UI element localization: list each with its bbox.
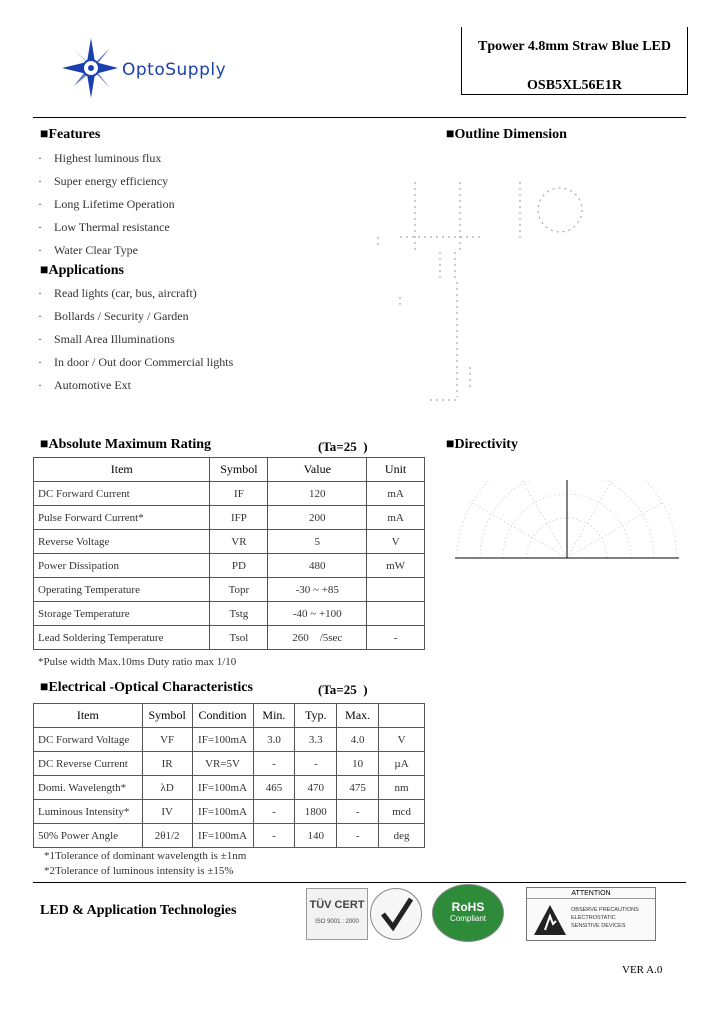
directivity-chart [455, 480, 679, 560]
footer-title: LED & Application Technologies [40, 903, 237, 918]
star-logo-icon [56, 38, 126, 98]
list-item: · Long Lifetime Operation [38, 197, 175, 211]
header-divider [33, 117, 686, 118]
abs-max-table [33, 457, 425, 650]
table-row: Power Dissipation PD 480 mW [34, 554, 425, 578]
eo-condition: (Ta=25 ) [318, 682, 368, 697]
esd-attention-badge [526, 887, 656, 941]
applications-list [38, 286, 233, 401]
table-row: Reverse Voltage VR 5 V [34, 530, 425, 554]
eo-heading: ■Electrical -Optical Characteristics [40, 680, 253, 695]
table-row: Operating Temperature Topr -30 ~ +85 [34, 578, 425, 602]
tuv-label: TÜV CERT [309, 899, 365, 911]
table-row: Pulse Forward Current* IFP 200 mA [34, 506, 425, 530]
col-item: Item [34, 458, 210, 482]
rohs-sub: Compliant [449, 914, 486, 923]
table-row: DC Reverse Current IR VR=5V - - 10 µA [34, 752, 425, 776]
col-symbol: Symbol [210, 458, 268, 482]
rohs-badge [432, 884, 504, 942]
esd-warning-icon [533, 904, 567, 936]
table-row: 50% Power Angle 2θ1/2 IF=100mA - 140 - deg [34, 824, 425, 848]
abs-max-footnote: *Pulse width Max.10ms Duty ratio max 1/10 [38, 656, 237, 668]
attention-lines: OBSERVE PRECAUTIONS ELECTROSTATIC SENSITIVE DEVICES [571, 907, 639, 929]
quality-check-badge [370, 888, 422, 940]
directivity-heading: ■Directivity [446, 437, 518, 452]
col-value: Value [268, 458, 367, 482]
table-row: Luminous Intensity* IV IF=100mA - 1800 - mcd [34, 800, 425, 824]
list-item: · Small Area Illuminations [38, 332, 175, 346]
table-row: Storage Temperature Tstg -40 ~ +100 [34, 602, 425, 626]
iso-label: ISO 9001 : 2000 [315, 919, 359, 925]
checkmark-icon [371, 889, 421, 939]
list-item: · Super energy efficiency [38, 174, 169, 188]
eo-note-1: *1Tolerance of dominant wavelength is ±1nm [44, 850, 247, 862]
table-row: DC Forward Current IF 120 mA [34, 482, 425, 506]
product-title: Tpower 4.8mm Straw Blue LED [477, 39, 672, 54]
rohs-label: RoHS [451, 900, 485, 914]
features-list [38, 151, 175, 266]
list-item: · Bollards / Security / Garden [38, 309, 189, 323]
list-item: · Water Clear Type [38, 243, 138, 257]
table-row: Domi. Wavelength* λD IF=100mA 465 470 475 nm [34, 776, 425, 800]
outline-drawing [370, 172, 600, 402]
list-item: · Automotive Ext [38, 378, 131, 392]
table-header-row: Item Symbol Condition Min. Typ. Max. [34, 704, 425, 728]
tuv-badge [306, 888, 368, 940]
footer-divider [33, 882, 686, 883]
list-item: · Highest luminous flux [38, 151, 162, 165]
col-unit: Unit [367, 458, 425, 482]
eo-note-2: *2Tolerance of luminous intensity is ±15% [44, 865, 234, 877]
logo [56, 38, 276, 98]
table-header-row [34, 458, 425, 482]
table-row: DC Forward Voltage VF IF=100mA 3.0 3.3 4.0 V [34, 728, 425, 752]
table-row: Lead Soldering Temperature Tsol 260 /5sec - [34, 626, 425, 650]
title-box [461, 27, 688, 95]
list-item: · Read lights (car, bus, aircraft) [38, 286, 197, 300]
features-heading: ■Features [40, 127, 101, 142]
list-item: · Low Thermal resistance [38, 220, 170, 234]
abs-max-condition: (Ta=25 ) [318, 439, 368, 454]
outline-heading: ■Outline Dimension [446, 127, 567, 142]
attention-title: ATTENTION [527, 890, 655, 899]
applications-heading: ■Applications [40, 263, 124, 278]
list-item: · In door / Out door Commercial lights [38, 355, 234, 369]
version-label: VER A.0 [622, 964, 663, 976]
abs-max-heading: ■Absolute Maximum Rating [40, 437, 212, 452]
eo-table [33, 703, 425, 848]
part-number: OSB5XL56E1R [527, 78, 622, 93]
brand-name: OptoSupply [122, 60, 227, 80]
